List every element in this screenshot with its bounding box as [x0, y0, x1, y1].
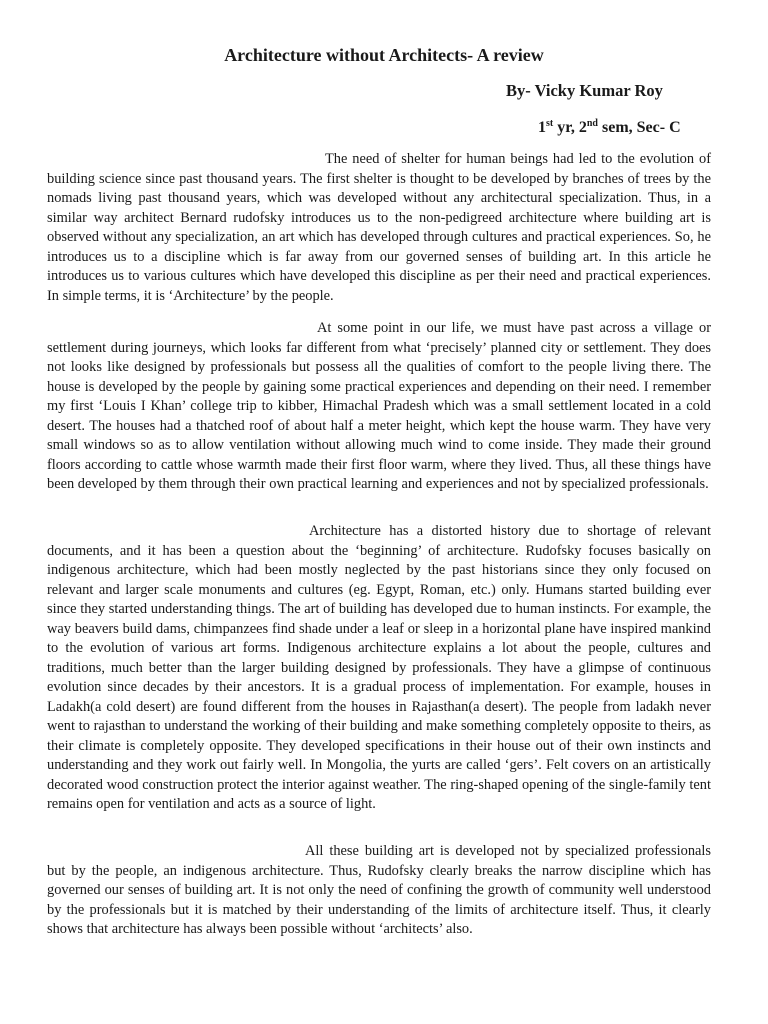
- class-sem-suffix: nd: [586, 118, 598, 129]
- document-title: Architecture without Architects- A review: [224, 45, 544, 65]
- body-paragraph-2: At some point in our life, we must have past across a village or settlement during journeys, which looks far different from what ‘precisely’ planned city or settlement. They does not looks like designed by professionals but possess all the qualities of comfort to the people living there. The house is developed by the people by gaining some practical experiences and depending on their need. I remember my first ‘Louis I Khan’ college trip to kibber, Himachal Pradesh which was a small settlement located in a cold desert. The houses had a thatched roof of about half a meter height, which kept the house warm. They have very small windows so as to allow ventilation without allowing much wind to come inside. They made their ground floors according to cattle whose warmth made their first floor warm, where they lived. Thus, all these things have been developed by them through their own practical learning and experiences and not by specialized professionals.: [47, 320, 711, 492]
- author-line: By- Vicky Kumar Roy: [506, 81, 663, 100]
- body-paragraph-1: The need of shelter for human beings had led to the evolution of building science since past thousand years. The first shelter is thought to be developed by branches of trees by the nomads living past thousand years, which was developed without any architectural specialization. Thus, in a similar way architect Bernard rudofsky introduces us to the non-pedigreed architecture where building art is observed without any specialization, an art which has developed through cultures and practical experiences. So, he introduces us to a discipline which is far away from our governed senses of building art. In this article he introduces us to various cultures which have developed this discipline as per their need and practical experiences. In simple terms, it is ‘Architecture’ by the people.: [47, 151, 711, 304]
- class-year-suffix: st: [546, 118, 554, 129]
- body-paragraph-4: All these building art is developed not by specialized professionals but by the people, an indigenous architecture. Thus, Rudofsky clearly breaks the narrow discipline which has governed our senses of building art. It is not only the need of confining the growth of community well understood by the professionals but it is matched by their understanding of the limits of architecture itself. Thus, it clearly shows that architecture has always been possible without ‘architects’ also.: [47, 843, 711, 937]
- class-sem-text: sem, Sec- C: [598, 119, 681, 136]
- class-year-number: 1: [538, 119, 546, 136]
- class-year-text: yr, 2: [553, 119, 587, 136]
- body-paragraph-3: Architecture has a distorted history due to shortage of relevant documents, and it has been a question about the ‘beginning’ of architecture. Rudofsky focuses basically on indigenous architecture, which had been mostly neglected by the past historians since they only focused on relevant and larger scale monuments and cultures (eg. Egypt, Roman, etc.) only. Humans started building ever since they started understanding things. The art of building has developed due to human instincts. For example, the way beavers build dams, chimpanzees find shade under a leaf or sleep in a horizontal plane have inspired mankind to the evolution of various art forms. Indigenous architecture explains a lot about the people, cultures and traditions, much better than the larger building designed by professionals. They have a glimpse of continuous evolution since decades by their ancestors. It is a gradual process of implementation. For example, houses in Ladakh(a cold desert) are found different from the houses in Rajasthan(a desert). The people from ladakh never went to rajasthan to understand the working of their building and make something completely opposite to theirs, as their climate is completely opposite. They developed specifications in their house out of their own instincts and understanding and they work out fairly well. In Mongolia, the yurts are called ‘gers’. Felt covers on an artistically decorated wood construction protect the interior against weather. The ring-shaped opening of the single-family tent remains open for ventilation and acts as a source of light.: [47, 523, 711, 812]
- class-line: [538, 117, 681, 139]
